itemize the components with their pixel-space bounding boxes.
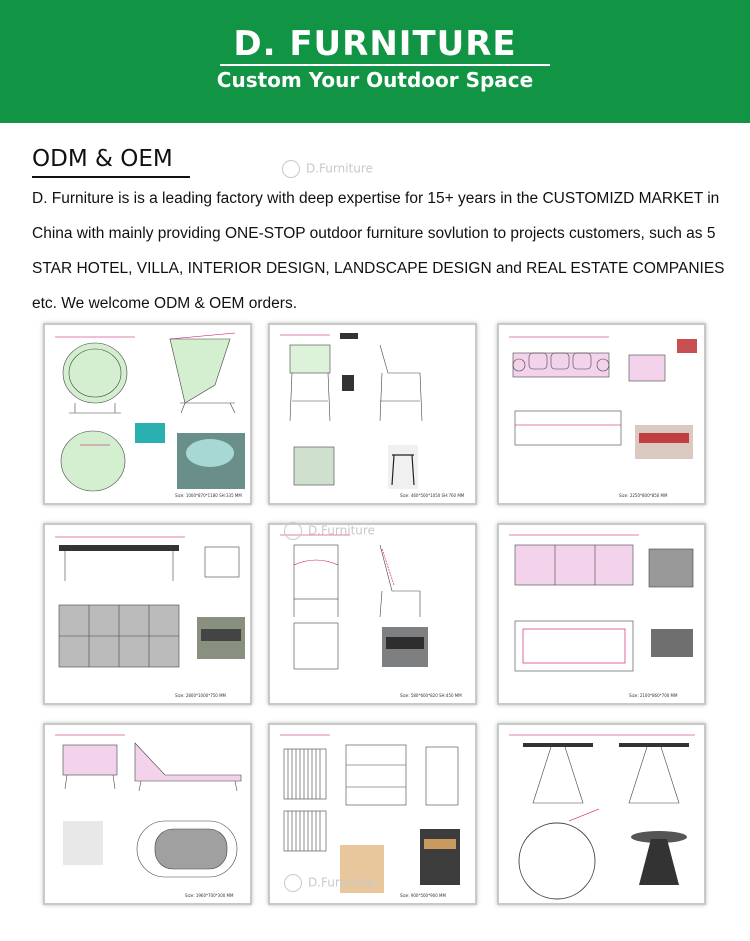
drawing-card-sofa (497, 323, 706, 505)
brand-title: D. FURNITURE (233, 24, 517, 64)
drawing-caption: Size: 2250*800*850 MM (619, 493, 668, 498)
brand-tagline: Custom Your Outdoor Space (216, 68, 534, 92)
side-table-drawing (499, 725, 704, 903)
drawing-card-sun-lounger (43, 723, 252, 905)
drawing-caption: Size: 2800*1000*750 MM (175, 693, 226, 698)
dining-chair-drawing (270, 525, 475, 703)
watermark-logo-icon (282, 160, 300, 178)
drawing-caption: Size: 1960*700*300 MM (185, 893, 234, 898)
watermark-logo-icon (284, 874, 302, 892)
watermark-logo-icon (284, 522, 302, 540)
drawing-caption: Size: 1000*870*1180 SH:335 MM (175, 493, 242, 498)
watermark-bottom: D.Furniture (284, 874, 375, 892)
egg-chair-drawing (45, 325, 250, 503)
section-title-underline (32, 176, 190, 178)
drawing-card-three-seat-sofa (497, 523, 706, 705)
drawing-card-dining-chair (268, 523, 477, 705)
intro-paragraph: D. Furniture is is a leading factory with deep expertise for 15+ years in the CUSTOMIZD MARKET in China with mainly providing ONE-STOP outdoor furniture sovlution to projects customers, such as 5 STAR HOTEL, VILLA, INTERIOR DESIGN, LANDSCAPE DESIGN and REAL ESTATE COMPANIES etc. We welcome ODM & OEM orders. (32, 190, 725, 312)
drawing-card-egg-chair (43, 323, 252, 505)
brand-divider (220, 64, 550, 66)
watermark-middle: D.Furniture (284, 522, 375, 540)
drawing-card-bar-stool (268, 323, 477, 505)
drawing-caption: Size: 2100*860*700 MM (629, 693, 678, 698)
bar-stool-drawing (270, 325, 475, 503)
sun-lounger-drawing (45, 725, 250, 903)
drawing-card-dining-table (43, 523, 252, 705)
drawing-card-side-table (497, 723, 706, 905)
watermark: D.Furniture (282, 160, 373, 178)
drawing-caption: Size: 900*500*900 MM (400, 893, 446, 898)
drawing-caption: Size: 580*600*820 SH:450 MM (400, 693, 462, 698)
section-title: ODM & OEM (32, 146, 173, 172)
dining-table-drawing (45, 525, 250, 703)
sofa-drawing (499, 325, 704, 503)
three-seat-sofa-drawing (499, 525, 704, 703)
drawing-caption: Size: 460*500*1050 SH:760 MM (400, 493, 465, 498)
